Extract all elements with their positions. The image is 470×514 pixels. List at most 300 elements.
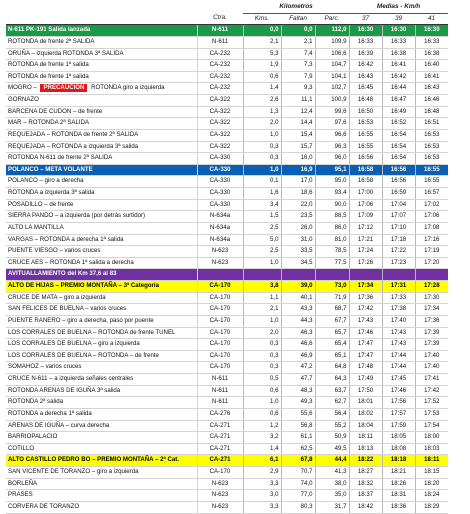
cell-faltan: 77,0 xyxy=(281,490,315,502)
route-text: ROTONDA 2ª salida xyxy=(8,398,63,406)
route-timetable xyxy=(6,2,448,514)
route-text: REQUEJADA – ROTONDA de frente 2ª SALIDA xyxy=(8,130,139,138)
cell-time-41: 17:39 xyxy=(415,327,448,339)
route-text: LOS CORRALES DE BUELNA – giro a izquierda xyxy=(8,340,140,348)
cell-kms: 1,0 xyxy=(243,257,281,269)
cell-time-39: 17:44 xyxy=(382,350,415,362)
cell-faltan: 62,5 xyxy=(281,443,315,455)
cell-ctra: N-611 xyxy=(197,374,243,386)
table-row xyxy=(6,257,448,269)
table-row xyxy=(6,199,448,211)
cell-parc: 96,0 xyxy=(315,153,349,165)
cell-parc: 95,0 xyxy=(315,176,349,188)
cell-faltan: 7,3 xyxy=(281,60,315,72)
cell-time-41: 17:40 xyxy=(415,362,448,374)
cell-faltan: 33,5 xyxy=(281,246,315,258)
cell-kms: 0,0 xyxy=(243,25,281,37)
cell-kms: 3,2 xyxy=(243,432,281,444)
table-row xyxy=(6,71,448,83)
cell-time-37: 17:42 xyxy=(349,304,382,316)
cell-faltan: 23,5 xyxy=(281,211,315,223)
cell-route xyxy=(6,408,197,420)
cell-route xyxy=(6,25,197,37)
cell-time-39: 16:42 xyxy=(382,71,415,83)
cell-ctra: CA-271 xyxy=(197,455,243,467)
cell-route xyxy=(6,234,197,246)
table-row xyxy=(6,269,448,281)
cell-kms: 0,3 xyxy=(243,350,281,362)
route-text: ROTONDA de frente 1ª salida xyxy=(8,61,89,69)
route-text: CRUCE AES – ROTONDA 1ª salida a derecha xyxy=(8,258,134,266)
cell-time-41: 17:40 xyxy=(415,350,448,362)
cell-ctra: CA-170 xyxy=(197,467,243,479)
cell-kms: 2,9 xyxy=(243,467,281,479)
route-text: ALTO LA MANTILLA xyxy=(8,223,64,231)
route-text: CRUCE DE MATA – giro a izquierda xyxy=(8,293,106,301)
cell-time-37: 16:58 xyxy=(349,164,382,176)
cell-parc: 56,4 xyxy=(315,408,349,420)
cell-time-37: 17:24 xyxy=(349,246,382,258)
cell-ctra: N-634a xyxy=(197,222,243,234)
cell-parc: 50,9 xyxy=(315,432,349,444)
cell-faltan: 40,1 xyxy=(281,292,315,304)
cell-parc: 100,9 xyxy=(315,95,349,107)
cell-route xyxy=(6,118,197,130)
cell-ctra: CA-276 xyxy=(197,408,243,420)
cell-parc: 86,0 xyxy=(315,222,349,234)
cell-kms: 1,0 xyxy=(243,164,281,176)
cell-time-39: 16:52 xyxy=(382,118,415,130)
cell-route xyxy=(6,48,197,60)
cell-time-41: 17:41 xyxy=(415,374,448,386)
cell-time-37: 17:46 xyxy=(349,327,382,339)
cell-time-39: 16:30 xyxy=(382,25,415,37)
cell-time-39: 16:47 xyxy=(382,95,415,107)
cell-time-37: 16:58 xyxy=(349,176,382,188)
route-text: CRUCE N-611 – a izquierda señales centrales xyxy=(8,375,134,382)
cell-time-39: 18:26 xyxy=(382,478,415,490)
cell-parc: 67,7 xyxy=(315,315,349,327)
cell-parc: 63,7 xyxy=(315,385,349,397)
cell-parc: 99,6 xyxy=(315,106,349,118)
cell-time-37: 17:06 xyxy=(349,199,382,211)
cell-ctra: CA-322 xyxy=(197,118,243,130)
cell-route xyxy=(6,188,197,200)
cell-time-41: 17:52 xyxy=(415,397,448,409)
cell-faltan: 22,0 xyxy=(281,199,315,211)
cell-time-41: 16:38 xyxy=(415,48,448,60)
cell-parc: 65,1 xyxy=(315,350,349,362)
cell-route xyxy=(6,222,197,234)
route-text: ALTO DE HIJAS – PREMIO MONTAÑA – 3ª Categoría xyxy=(8,282,160,289)
cell-time-39: 18:18 xyxy=(382,455,415,467)
cell-time-39: 17:44 xyxy=(382,362,415,374)
cell-ctra: CA-232 xyxy=(197,60,243,72)
cell-time-41: 16:51 xyxy=(415,118,448,130)
cell-faltan: 70,7 xyxy=(281,467,315,479)
cell-time-39: 17:45 xyxy=(382,374,415,386)
cell-ctra: N-623 xyxy=(197,257,243,269)
cell-kms: 0,3 xyxy=(243,153,281,165)
cell-time-41: 18:00 xyxy=(415,432,448,444)
cell-faltan: 17,0 xyxy=(281,176,315,188)
route-text: BORLEÑA xyxy=(8,479,38,487)
cell-parc: 97,6 xyxy=(315,118,349,130)
cell-time-39: 17:57 xyxy=(382,408,415,420)
route-text: PUENTE VIESGO – varios cruces xyxy=(8,247,101,255)
cell-time-41: 16:41 xyxy=(415,71,448,83)
cell-kms: 6,1 xyxy=(243,455,281,467)
cell-ctra: N-623 xyxy=(197,478,243,490)
cell-time-39: 16:54 xyxy=(382,141,415,153)
table-row xyxy=(6,141,448,153)
cell-ctra: CA-271 xyxy=(197,420,243,432)
route-text: ROTONDA de frente 1ª salida xyxy=(8,72,89,80)
cell-time-41: 17:06 xyxy=(415,211,448,223)
cell-time-41: 18:20 xyxy=(415,478,448,490)
cell-kms: 3,3 xyxy=(243,478,281,490)
cell-time-39: 16:56 xyxy=(382,164,415,176)
cell-parc: 90,0 xyxy=(315,199,349,211)
header-group-medias: Medias - Km/h xyxy=(349,2,448,13)
cell-parc: 96,3 xyxy=(315,141,349,153)
cell-faltan: 46,6 xyxy=(281,339,315,351)
cell-faltan: 7,4 xyxy=(281,48,315,60)
cell-faltan: 15,7 xyxy=(281,141,315,153)
cell-ctra xyxy=(197,269,243,281)
cell-kms: 1,5 xyxy=(243,211,281,223)
cell-ctra: CA-330 xyxy=(197,176,243,188)
table-row xyxy=(6,95,448,107)
table-row xyxy=(6,211,448,223)
route-text: ROTONDA a izquierda 3ª salida xyxy=(8,189,95,196)
cell-time-37: 17:21 xyxy=(349,234,382,246)
route-text: ROTONDA ARENAS DE IGUÑA 3ª salida xyxy=(8,386,121,394)
route-text: ROTONDA N-611 de frente 2ª SALIDA xyxy=(8,154,113,162)
table-row xyxy=(6,350,448,362)
cell-parc: 49,5 xyxy=(315,443,349,455)
cell-time-37: 16:50 xyxy=(349,106,382,118)
cell-route xyxy=(6,129,197,141)
table-row xyxy=(6,106,448,118)
cell-time-41: 16:55 xyxy=(415,176,448,188)
cell-route xyxy=(6,501,197,513)
cell-kms: 2,5 xyxy=(243,222,281,234)
cell-faltan: 7,9 xyxy=(281,71,315,83)
cell-route xyxy=(6,71,197,83)
table-row xyxy=(6,490,448,502)
route-text: PRASES xyxy=(8,491,33,499)
cell-time-41: 17:36 xyxy=(415,315,448,327)
cell-time-39: 16:56 xyxy=(382,176,415,188)
route-text: SIERRA PANDO – a izquierda (por detrás surtidor) xyxy=(8,212,146,220)
cell-time-39: 16:59 xyxy=(382,188,415,200)
route-text: VARGAS – ROTONDA a derecha 1ª salida xyxy=(8,235,124,243)
cell-kms: 1,0 xyxy=(243,315,281,327)
cell-time-41: 17:20 xyxy=(415,257,448,269)
cell-parc: 96,6 xyxy=(315,129,349,141)
cell-time-39: 16:49 xyxy=(382,106,415,118)
cell-faltan: 67,8 xyxy=(281,455,315,467)
cell-time-37: 18:27 xyxy=(349,467,382,479)
cell-parc: 64,3 xyxy=(315,374,349,386)
cell-time-39: 17:33 xyxy=(382,292,415,304)
cell-ctra: N-634a xyxy=(197,234,243,246)
cell-route xyxy=(6,339,197,351)
route-text: POSADILLO – de frente xyxy=(8,200,74,208)
cell-time-41: 16:46 xyxy=(415,95,448,107)
route-text: POLANCO – META VOLANTE xyxy=(8,165,93,173)
cell-parc: 81,0 xyxy=(315,234,349,246)
cell-kms: 1,3 xyxy=(243,106,281,118)
cell-faltan: 26,0 xyxy=(281,222,315,234)
cell-route xyxy=(6,350,197,362)
cell-faltan: 16,9 xyxy=(281,164,315,176)
cell-parc: 65,7 xyxy=(315,327,349,339)
cell-time-37: 18:02 xyxy=(349,408,382,420)
cell-time-39: 17:46 xyxy=(382,385,415,397)
cell-kms: 2,1 xyxy=(243,304,281,316)
header-faltan: Faltan xyxy=(281,13,315,25)
cell-time-37: 16:55 xyxy=(349,141,382,153)
cell-route xyxy=(6,467,197,479)
cell-route xyxy=(6,60,197,72)
cell-time-41: 16:57 xyxy=(415,188,448,200)
cell-ctra: CA-170 xyxy=(197,315,243,327)
cell-faltan: 2,1 xyxy=(281,36,315,48)
cell-time-41: 18:11 xyxy=(415,455,448,467)
table-row xyxy=(6,246,448,258)
route-text: GORNAZO xyxy=(8,96,39,103)
table-row xyxy=(6,118,448,130)
cell-parc: 106,6 xyxy=(315,48,349,60)
cell-faltan: 9,3 xyxy=(281,83,315,95)
cell-faltan: 15,4 xyxy=(281,129,315,141)
cell-route xyxy=(6,211,197,223)
cell-parc: 77,5 xyxy=(315,257,349,269)
cell-time-39: 17:22 xyxy=(382,246,415,258)
table-row xyxy=(6,36,448,48)
route-text: ALTO CASTILLO PEDRO BO – PREMIO MONTAÑA – 2ª Cat. xyxy=(8,456,179,464)
cell-kms: 2,0 xyxy=(243,327,281,339)
cell-time-37: 16:43 xyxy=(349,71,382,83)
cell-route xyxy=(6,385,197,397)
cell-faltan: 0,0 xyxy=(281,25,315,37)
cell-time-39: 18:21 xyxy=(382,467,415,479)
cell-time-41: 16:53 xyxy=(415,141,448,153)
cell-time-41: 17:30 xyxy=(415,292,448,304)
cell-faltan: 43,3 xyxy=(281,304,315,316)
cell-kms: 1,0 xyxy=(243,397,281,409)
cell-time-39: 18:05 xyxy=(382,432,415,444)
cell-time-41: 16:43 xyxy=(415,83,448,95)
cell-parc: 62,7 xyxy=(315,397,349,409)
caution-badge: PRECAUCION xyxy=(40,84,87,92)
header-ctra: Ctra. xyxy=(197,13,243,25)
cell-faltan: 61,1 xyxy=(281,432,315,444)
cell-parc: 38,0 xyxy=(315,478,349,490)
cell-faltan: 47,7 xyxy=(281,374,315,386)
table-row xyxy=(6,60,448,72)
cell-time-37: 17:12 xyxy=(349,222,382,234)
route-text: REQUEJADA – ROTONDA a izquierda 3ª salida xyxy=(8,142,139,150)
cell-ctra: CA-322 xyxy=(197,129,243,141)
cell-ctra: CA-271 xyxy=(197,432,243,444)
cell-parc: 78,5 xyxy=(315,246,349,258)
cell-time-39: 17:38 xyxy=(382,304,415,316)
cell-route xyxy=(6,362,197,374)
cell-faltan: 48,3 xyxy=(281,385,315,397)
cell-faltan: 14,4 xyxy=(281,118,315,130)
cell-time-37: 16:53 xyxy=(349,118,382,130)
cell-time-39: 17:23 xyxy=(382,257,415,269)
cell-kms: 1,1 xyxy=(243,292,281,304)
table-row xyxy=(6,501,448,513)
cell-time-39: 17:56 xyxy=(382,397,415,409)
cell-faltan: 46,3 xyxy=(281,327,315,339)
cell-kms: 0,3 xyxy=(243,362,281,374)
cell-route xyxy=(6,455,197,467)
header-column-row xyxy=(6,13,448,25)
cell-route xyxy=(6,164,197,176)
cell-kms: 1,9 xyxy=(243,60,281,72)
cell-time-37: 16:30 xyxy=(349,25,382,37)
cell-parc: 68,7 xyxy=(315,304,349,316)
table-row xyxy=(6,281,448,293)
header-parc: Parc. xyxy=(315,13,349,25)
table-row xyxy=(6,432,448,444)
cell-time-39 xyxy=(382,269,415,281)
cell-ctra: N-623 xyxy=(197,490,243,502)
cell-time-41: 16:55 xyxy=(415,164,448,176)
cell-route xyxy=(6,36,197,48)
cell-time-37: 18:01 xyxy=(349,397,382,409)
route-text: POLANCO – giro a derecha xyxy=(8,177,84,185)
cell-parc: 102,7 xyxy=(315,83,349,95)
cell-kms: 2,5 xyxy=(243,246,281,258)
cell-time-39: 16:33 xyxy=(382,36,415,48)
cell-time-41 xyxy=(415,269,448,281)
cell-parc: 71,9 xyxy=(315,292,349,304)
table-row xyxy=(6,467,448,479)
cell-time-41: 16:48 xyxy=(415,106,448,118)
header-speed-37: 37 xyxy=(349,13,382,25)
cell-ctra: CA-170 xyxy=(197,362,243,374)
table-row xyxy=(6,164,448,176)
cell-time-37: 18:11 xyxy=(349,432,382,444)
route-text: LOS CORRALES DE BUELNA – ROTONDA – de frente xyxy=(8,351,159,359)
route-text: ORUÑA – izquierda ROTONDA 3ª SALIDA xyxy=(8,49,124,57)
cell-parc: 109,9 xyxy=(315,36,349,48)
cell-ctra: CA-322 xyxy=(197,141,243,153)
table-row xyxy=(6,374,448,386)
cell-parc: 88,5 xyxy=(315,211,349,223)
cell-ctra: CA-170 xyxy=(197,350,243,362)
table-row xyxy=(6,443,448,455)
route-text: SAN VICENTE DE TORANZO – giro a izquierda xyxy=(8,468,139,475)
cell-kms: 2,1 xyxy=(243,36,281,48)
cell-time-39: 17:18 xyxy=(382,234,415,246)
table-row xyxy=(6,292,448,304)
cell-ctra: CA-170 xyxy=(197,304,243,316)
header-speed-41: 41 xyxy=(415,13,448,25)
table-row xyxy=(6,129,448,141)
cell-time-39: 16:54 xyxy=(382,153,415,165)
cell-kms: 1,4 xyxy=(243,83,281,95)
cell-time-37: 16:55 xyxy=(349,129,382,141)
cell-parc: 95,1 xyxy=(315,164,349,176)
cell-time-41: 17:34 xyxy=(415,304,448,316)
cell-parc: 93,4 xyxy=(315,188,349,200)
table-row xyxy=(6,420,448,432)
route-text: AVITUALLAMIENTO del Km 37,6 al 83 xyxy=(8,270,117,278)
cell-ctra: N-623 xyxy=(197,246,243,258)
cell-kms: 3,8 xyxy=(243,281,281,293)
table-row xyxy=(6,25,448,37)
table-row xyxy=(6,408,448,420)
cell-route xyxy=(6,269,197,281)
route-text: SOMAHOZ – varios cruces xyxy=(8,363,82,371)
cell-time-41: 17:42 xyxy=(415,385,448,397)
cell-time-41: 16:53 xyxy=(415,153,448,165)
cell-parc: 35,0 xyxy=(315,490,349,502)
cell-time-37: 18:42 xyxy=(349,501,382,513)
cell-faltan: 49,3 xyxy=(281,397,315,409)
cell-parc: 104,1 xyxy=(315,71,349,83)
cell-faltan: 56,8 xyxy=(281,420,315,432)
cell-kms: 3,3 xyxy=(243,501,281,513)
cell-route xyxy=(6,246,197,258)
cell-time-41: 17:02 xyxy=(415,199,448,211)
cell-time-41: 16:53 xyxy=(415,129,448,141)
cell-time-41: 18:15 xyxy=(415,467,448,479)
cell-time-41: 17:19 xyxy=(415,246,448,258)
route-text-rest: ROTONDA giro a izquierda xyxy=(89,84,165,92)
cell-route xyxy=(6,281,197,293)
cell-route xyxy=(6,315,197,327)
cell-kms: 0,6 xyxy=(243,71,281,83)
cell-time-37: 18:13 xyxy=(349,443,382,455)
cell-route xyxy=(6,153,197,165)
cell-time-37: 18:37 xyxy=(349,490,382,502)
cell-time-41: 17:28 xyxy=(415,281,448,293)
cell-kms: 1,6 xyxy=(243,188,281,200)
cell-time-39: 17:40 xyxy=(382,315,415,327)
table-row xyxy=(6,327,448,339)
cell-kms: 1,2 xyxy=(243,420,281,432)
cell-route xyxy=(6,443,197,455)
cell-ctra: CA-170 xyxy=(197,281,243,293)
cell-time-41: 18:03 xyxy=(415,443,448,455)
cell-faltan: 18,6 xyxy=(281,188,315,200)
route-text: LOS CORRALES DE BUELNA – ROTONDA de frente TUNEL xyxy=(8,328,176,336)
cell-kms: 0,3 xyxy=(243,141,281,153)
cell-time-37: 18:04 xyxy=(349,420,382,432)
cell-route xyxy=(6,327,197,339)
header-speed-39: 39 xyxy=(382,13,415,25)
table-row xyxy=(6,234,448,246)
cell-kms: 3,0 xyxy=(243,490,281,502)
cell-time-37: 17:48 xyxy=(349,362,382,374)
cell-route xyxy=(6,83,197,95)
cell-route xyxy=(6,95,197,107)
table-row xyxy=(6,48,448,60)
cell-faltan: 74,0 xyxy=(281,478,315,490)
cell-time-41: 17:54 xyxy=(415,420,448,432)
cell-kms: 1,4 xyxy=(243,443,281,455)
cell-route xyxy=(6,432,197,444)
cell-faltan: 39,0 xyxy=(281,281,315,293)
